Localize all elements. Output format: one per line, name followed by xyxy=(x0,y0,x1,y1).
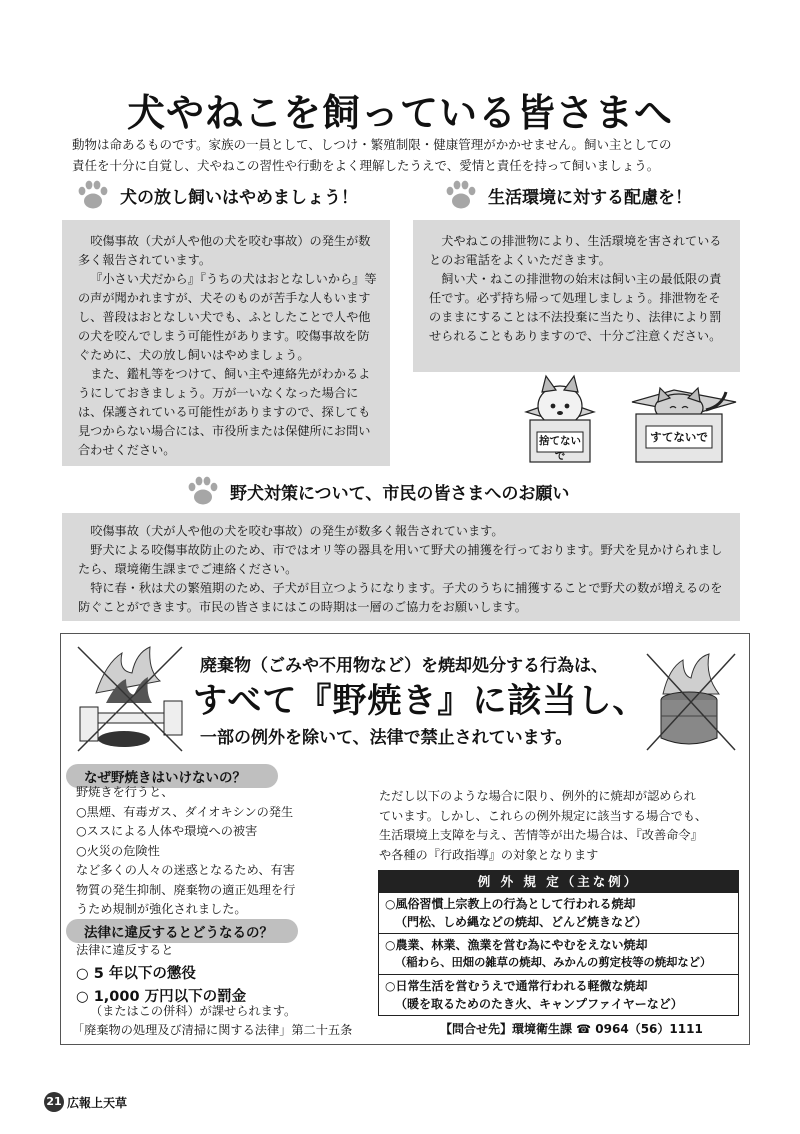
exception-row-sub: （暖を取るためのたき火、キャンプファイヤーなど） xyxy=(395,997,683,1011)
exception-table-header: 例 外 規 定（主な例） xyxy=(379,871,738,892)
leash-heading-text: 犬の放し飼いはやめましょう！ xyxy=(120,187,358,208)
strays-paragraph: 咬傷事故（犬が人や他の犬を咬む事故）の発生が数多く報告されています。 xyxy=(90,524,504,538)
leash-heading xyxy=(76,180,358,210)
contact-info: 【問合せ先】環境衛生課 ☎ 0964（56）1111 xyxy=(440,1022,703,1036)
strays-paragraph: 特に春・秋は犬の繁殖期のため、子犬が目立つようになります。子犬のうちに捕獲することで野犬の数が増えるのを防ぐことができます。市民の皆さまにはこの時期は一層のご協力をお願いします。 xyxy=(78,581,723,614)
why-line: など多くの人々の迷惑となるため、有害 xyxy=(76,863,295,877)
environment-heading xyxy=(444,180,692,210)
intro-line: 動物は命あるものです。家族の一員として、しつけ・繁殖制限・健康管理がかかせません。飼い主としての xyxy=(72,137,672,152)
why-line: 野焼きを行うと、 xyxy=(76,785,174,799)
dog-box-label: 捨てないで xyxy=(539,435,581,462)
leash-paragraph: また、鑑札等をつけて、飼い主や連絡先がわかるようにしておきましょう。万が一いなくなった場合には、保護されている可能性がありますので、探しても見つからない場合には、市役所または保健所にお問い合わせください。 xyxy=(78,367,371,457)
why-line: ○火災の危険性 xyxy=(76,843,160,858)
paw-icon xyxy=(186,476,220,506)
environment-box xyxy=(413,220,740,372)
strays-heading xyxy=(186,476,569,506)
exception-row xyxy=(379,892,738,933)
environment-paragraph: 飼い犬・ねこの排泄物の始末は飼い主の最低限の責任です。必ず持ち帰って処理しましょう。排泄物をそのままにすることは不法投棄に当たり、法律により罰せられることもありますので、十分ご注意ください。 xyxy=(429,272,722,343)
burning-line1: 廃棄物（ごみや不用物など）を焼却処分する行為は、 xyxy=(200,656,608,676)
violation-heading: 法律に違反するとどうなるの？ xyxy=(66,919,298,943)
publication-name: 広報上天草 xyxy=(67,1095,128,1110)
exception-row-main: ○日常生活を営むうえで通常行われる軽微な焼却 xyxy=(385,979,648,993)
exception-row xyxy=(379,933,738,974)
burning-line2: すべて『野焼き』に該当し、 xyxy=(193,681,648,721)
strays-heading-text: 野犬対策について、市民の皆さまへのお願い xyxy=(230,483,570,504)
exception-table xyxy=(378,870,739,1016)
law-reference: 「廃棄物の処理及び清掃に関する法律」第二十五条 xyxy=(72,1023,353,1037)
paw-icon xyxy=(76,180,110,210)
burning-fence-illustration xyxy=(76,643,186,755)
penalty-prison: ○ 5 年以下の懲役 xyxy=(76,966,196,982)
exception-line: ています。しかし、これらの例外規定に該当する場合でも、 xyxy=(379,808,708,823)
cat-in-box-illustration xyxy=(632,388,736,462)
intro-text xyxy=(72,134,732,176)
exception-row-sub: （稲わら、田畑の雑草の焼却、みかんの剪定枝等の焼却など） xyxy=(395,956,712,969)
violation-intro: 法律に違反すると xyxy=(76,943,174,957)
why-list xyxy=(76,783,376,920)
exception-row-main: ○風俗習慣上宗教上の行為として行われる焼却 xyxy=(385,897,636,911)
page-footer xyxy=(44,1092,127,1112)
leash-paragraph: 『小さい犬だから』『うちの犬はおとなしいから』等の声が聞かれますが、犬そのものが苦手な人もいますし、普段はおとなしい犬でも、ふとしたことで人や他の犬を咬んでしまう可能性があります。咬傷事故を防ぐために、犬の放し飼いはやめましょう。 xyxy=(78,272,377,362)
why-heading: なぜ野焼きはいけないの？ xyxy=(66,764,278,788)
burning-barrel-illustration xyxy=(643,650,739,754)
exception-line: ただし以下のような場合に限り、例外的に焼却が認められ xyxy=(379,789,696,803)
intro-line: 責任を十分に自覚し、犬やねこの習性や行動をよく理解したうえで、愛情と責任を持って飼いましょう。 xyxy=(72,158,660,173)
environment-paragraph: 犬やねこの排泄物により、生活環境を害されているとのお電話をよくいただきます。 xyxy=(429,234,722,267)
page-number: 21 xyxy=(44,1092,64,1112)
paw-icon xyxy=(444,180,478,210)
penalty-note: （またはこの併科）が課せられます。 xyxy=(90,1004,297,1018)
leash-box xyxy=(62,220,390,466)
strays-paragraph: 野犬による咬傷事故防止のため、市ではオリ等の器具を用いて野犬の捕獲を行っております。野犬を見かけられましたら、環境衛生課までご連絡ください。 xyxy=(78,543,723,576)
why-line: ○黒煙、有毒ガス、ダイオキシンの発生 xyxy=(76,804,294,819)
cat-box-label: すてないで xyxy=(650,430,708,444)
page-title: 犬やねこを飼っている皆さまへ xyxy=(126,91,673,135)
environment-heading-text: 生活環境に対する配慮を！ xyxy=(488,187,692,208)
strays-box xyxy=(62,513,740,621)
why-line: 物質の発生抑制、廃棄物の適正処理を行 xyxy=(76,882,296,897)
why-line: うため規制が強化されました。 xyxy=(76,902,247,916)
burning-line3: 一部の例外を除いて、法律で禁止されています。 xyxy=(200,728,573,748)
leash-paragraph: 咬傷事故（犬が人や他の犬を咬む事故）の発生が数多く報告されています。 xyxy=(78,234,371,267)
exception-row-sub: （門松、しめ縄などの焼却、どんど焼きなど） xyxy=(395,915,648,929)
penalty-fine: ○ 1,000 万円以下の罰金 xyxy=(76,989,247,1005)
exception-line: や各種の『行政指導』の対象となります xyxy=(379,847,599,862)
exception-row xyxy=(379,974,738,1015)
why-line: ○ススによる人体や環境への被害 xyxy=(76,824,258,838)
exception-text xyxy=(379,787,741,865)
exception-line: 生活環境上支障を与え、苦情等が出た場合は、『改善命令』 xyxy=(379,828,703,842)
exception-row-main: ○農業、林業、漁業を営む為にやむをえない焼却 xyxy=(385,938,648,952)
